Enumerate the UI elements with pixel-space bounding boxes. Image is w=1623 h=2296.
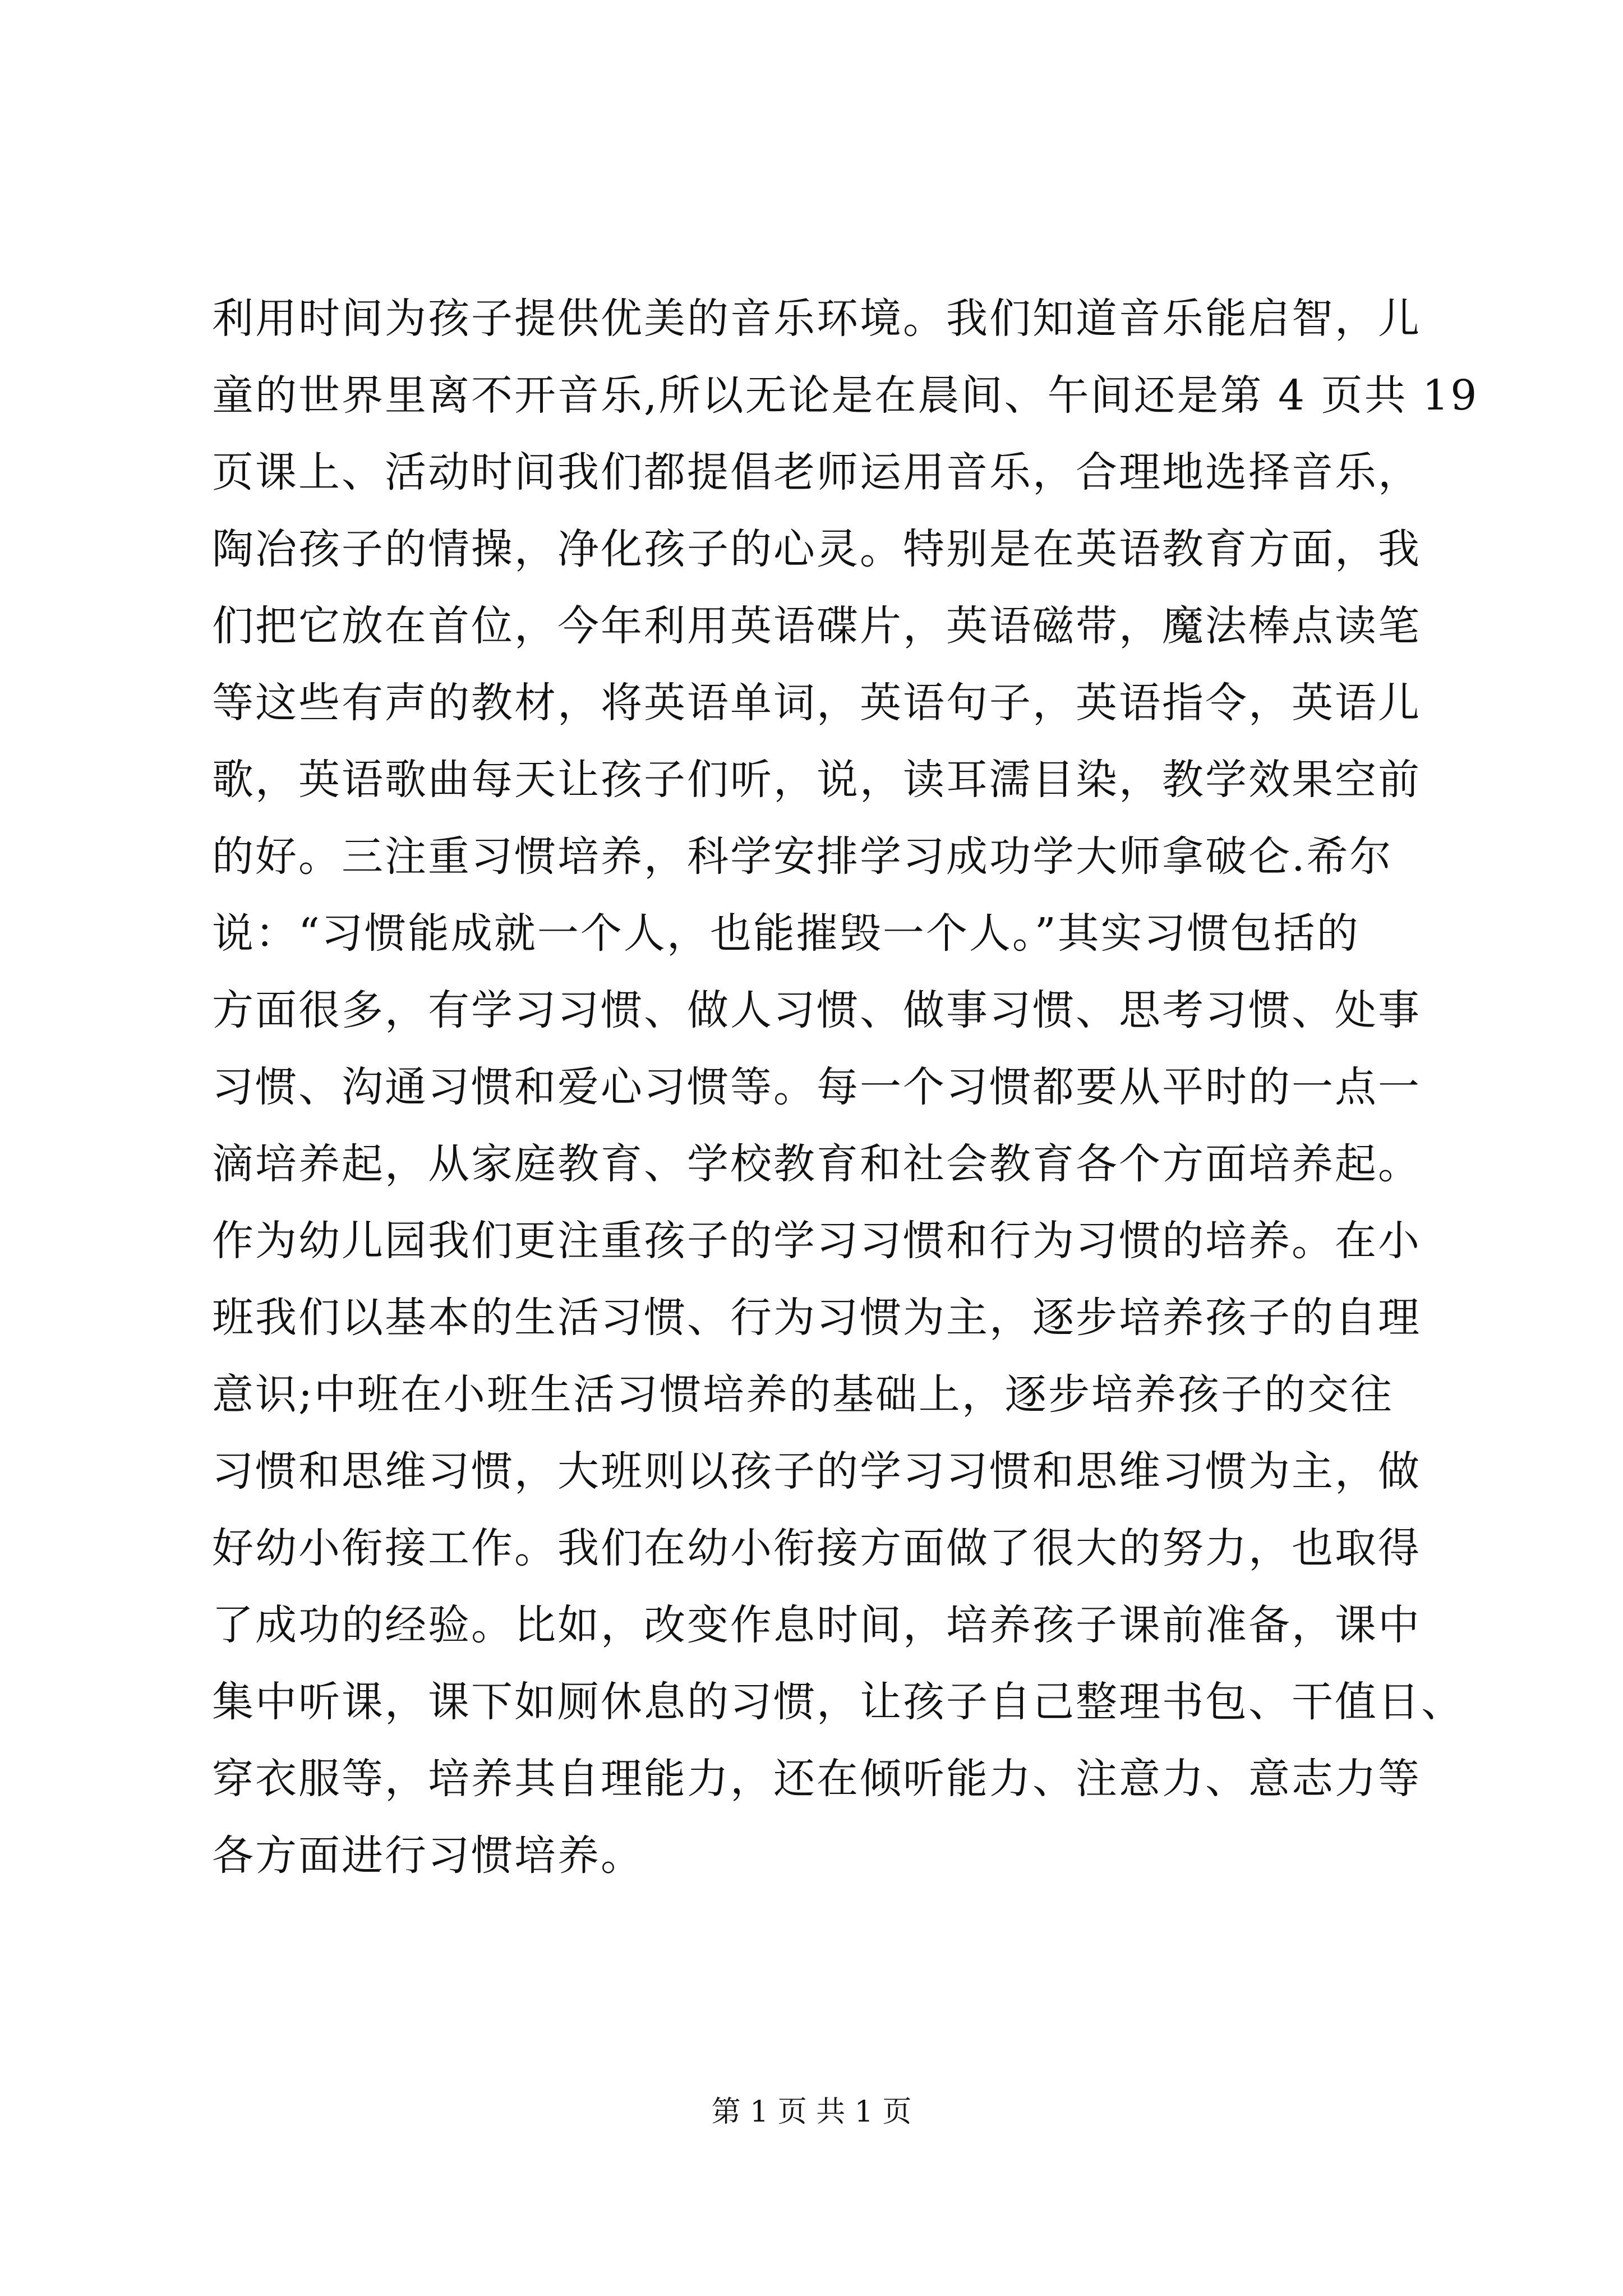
text-line: 穿衣服等，培养其自理能力，还在倾听能力、注意力、意志力等 (212, 1755, 1421, 1803)
page-number-footer: 第 1 页 共 1 页 (711, 2095, 912, 2129)
text-line: 的好。三注重习惯培养，科学安排学习成功学大师拿破仑.希尔 (212, 832, 1393, 881)
text-line: 习惯、沟通习惯和爱心习惯等。每一个习惯都要从平时的一点一 (212, 1063, 1421, 1111)
text-line: 等这些有声的教材，将英语单词，英语句子，英语指令，英语儿 (212, 679, 1421, 727)
text-line: 利用时间为孩子提供优美的音乐环境。我们知道音乐能启智，儿 (212, 295, 1421, 343)
text-line: 好幼小衔接工作。我们在幼小衔接方面做了很大的努力，也取得 (212, 1524, 1421, 1572)
text-line: 作为幼儿园我们更注重孩子的学习习惯和行为习惯的培养。在小 (212, 1217, 1421, 1265)
text-line: 了成功的经验。比如，改变作息时间，培养孩子课前准备，课中 (212, 1601, 1421, 1649)
text-line: 童的世界里离不开音乐,所以无论是在晨间、午间还是第 4 页共 19 (212, 371, 1479, 420)
text-line: 集中听课，课下如厕休息的习惯，让孩子自己整理书包、干值日、 (212, 1678, 1464, 1726)
text-line: 习惯和思维习惯，大班则以孩子的学习习惯和思维习惯为主，做 (212, 1447, 1421, 1496)
text-line: 歌，英语歌曲每天让孩子们听，说，读耳濡目染，教学效果空前 (212, 756, 1421, 804)
text-line: 页课上、活动时间我们都提倡老师运用音乐，合理地选择音乐， (212, 448, 1421, 496)
body-text (212, 280, 1479, 1894)
text-line: 陶冶孩子的情操，净化孩子的心灵。特别是在英语教育方面，我 (212, 525, 1421, 573)
text-line: 各方面进行习惯培养。 (212, 1832, 644, 1880)
text-line: 方面很多，有学习习惯、做人习惯、做事习惯、思考习惯、处事 (212, 986, 1421, 1034)
text-line: 滴培养起，从家庭教育、学校教育和社会教育各个方面培养起。 (212, 1140, 1421, 1188)
text-line: 班我们以基本的生活习惯、行为习惯为主，逐步培养孩子的自理 (212, 1294, 1421, 1342)
text-line: 意识;中班在小班生活习惯培养的基础上，逐步培养孩子的交往 (212, 1370, 1394, 1419)
text-line: 们把它放在首位，今年利用英语碟片，英语磁带，魔法棒点读笔 (212, 602, 1421, 650)
text-line: 说：“习惯能成就一个人，也能摧毁一个人。”其实习惯包括的 (212, 909, 1360, 958)
